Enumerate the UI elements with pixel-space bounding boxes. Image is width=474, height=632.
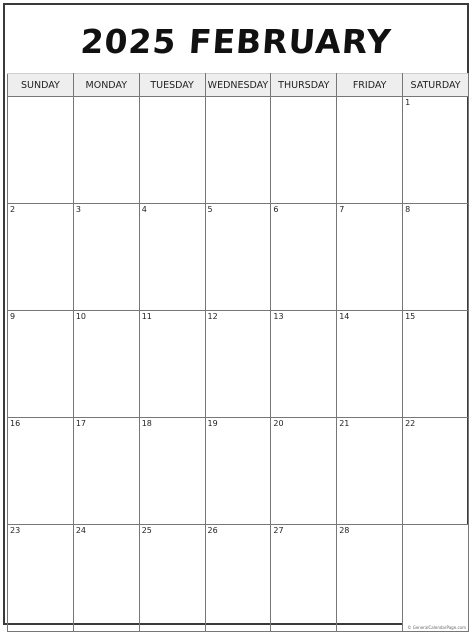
day-cell[interactable] — [205, 525, 271, 632]
day-number: 11 — [141, 312, 152, 321]
day-cell-empty — [73, 97, 139, 204]
day-cell[interactable] — [337, 525, 403, 632]
calendar-page — [3, 3, 469, 630]
day-number: 6 — [273, 205, 279, 214]
weekday-header-sunday: SUNDAY — [8, 74, 74, 97]
day-number: 10 — [75, 312, 87, 321]
day-cell[interactable] — [8, 525, 74, 632]
day-cell[interactable] — [337, 311, 403, 418]
day-cell[interactable] — [73, 204, 139, 311]
calendar-grid — [7, 73, 469, 632]
day-number: 3 — [75, 205, 81, 214]
weekday-header-row — [8, 74, 469, 97]
day-cell[interactable] — [139, 311, 205, 418]
day-number: 19 — [207, 419, 218, 428]
day-number: 25 — [141, 526, 152, 535]
week-row-5 — [8, 525, 469, 632]
week-row-4 — [8, 418, 469, 525]
day-number: 8 — [405, 205, 411, 214]
day-cell[interactable] — [205, 418, 271, 525]
day-number: 7 — [339, 205, 345, 214]
day-number: 18 — [141, 419, 152, 428]
day-cell[interactable] — [8, 418, 74, 525]
day-cell[interactable] — [337, 418, 403, 525]
day-cell-empty — [337, 97, 403, 204]
day-cell-empty — [139, 97, 205, 204]
day-cell[interactable] — [139, 418, 205, 525]
weekday-header-friday: FRIDAY — [337, 74, 403, 97]
day-cell[interactable] — [403, 418, 469, 525]
day-cell[interactable] — [403, 311, 469, 418]
day-number: 26 — [207, 526, 218, 535]
day-number: 21 — [339, 419, 350, 428]
day-number: 9 — [10, 312, 16, 321]
weekday-header-thursday: THURSDAY — [271, 74, 337, 97]
day-number: 17 — [75, 419, 87, 428]
day-cell[interactable] — [337, 204, 403, 311]
day-number: 14 — [339, 312, 350, 321]
day-cell[interactable] — [271, 418, 337, 525]
day-number: 2 — [10, 205, 16, 214]
day-number: 15 — [405, 312, 416, 321]
day-number: 24 — [75, 526, 87, 535]
day-cell-empty — [8, 97, 74, 204]
day-number: 20 — [273, 419, 284, 428]
day-number: 16 — [10, 419, 21, 428]
day-number: 4 — [141, 205, 147, 214]
day-cell[interactable] — [139, 204, 205, 311]
day-cell-empty — [403, 525, 469, 632]
day-number: 1 — [405, 98, 411, 107]
day-cell[interactable] — [205, 311, 271, 418]
day-number: 5 — [207, 205, 213, 214]
day-number: 27 — [273, 526, 284, 535]
week-row-2 — [8, 204, 469, 311]
day-cell[interactable] — [271, 204, 337, 311]
week-row-3 — [8, 311, 469, 418]
day-cell[interactable] — [8, 204, 74, 311]
credit-text: © GeneralCalendarPage.com — [407, 625, 466, 630]
weekday-header-wednesday: WEDNESDAY — [205, 74, 271, 97]
day-cell[interactable] — [139, 525, 205, 632]
day-cell[interactable] — [8, 311, 74, 418]
day-number: 22 — [405, 419, 416, 428]
weekday-header-saturday: SATURDAY — [403, 74, 469, 97]
day-number: 28 — [339, 526, 350, 535]
day-cell[interactable] — [73, 311, 139, 418]
weekday-header-monday: MONDAY — [73, 74, 139, 97]
day-cell[interactable] — [73, 525, 139, 632]
weekday-header-tuesday: TUESDAY — [139, 74, 205, 97]
day-cell[interactable] — [205, 204, 271, 311]
day-cell-empty — [205, 97, 271, 204]
day-cell-empty — [271, 97, 337, 204]
day-number: 23 — [10, 526, 21, 535]
week-row-1 — [8, 97, 469, 204]
day-cell[interactable] — [73, 418, 139, 525]
day-number: 12 — [207, 312, 218, 321]
calendar-title: 2025 FEBRUARY — [79, 22, 393, 61]
day-number: 13 — [273, 312, 284, 321]
day-cell[interactable] — [403, 97, 469, 204]
day-cell[interactable] — [271, 311, 337, 418]
day-cell[interactable] — [403, 204, 469, 311]
day-cell[interactable] — [271, 525, 337, 632]
